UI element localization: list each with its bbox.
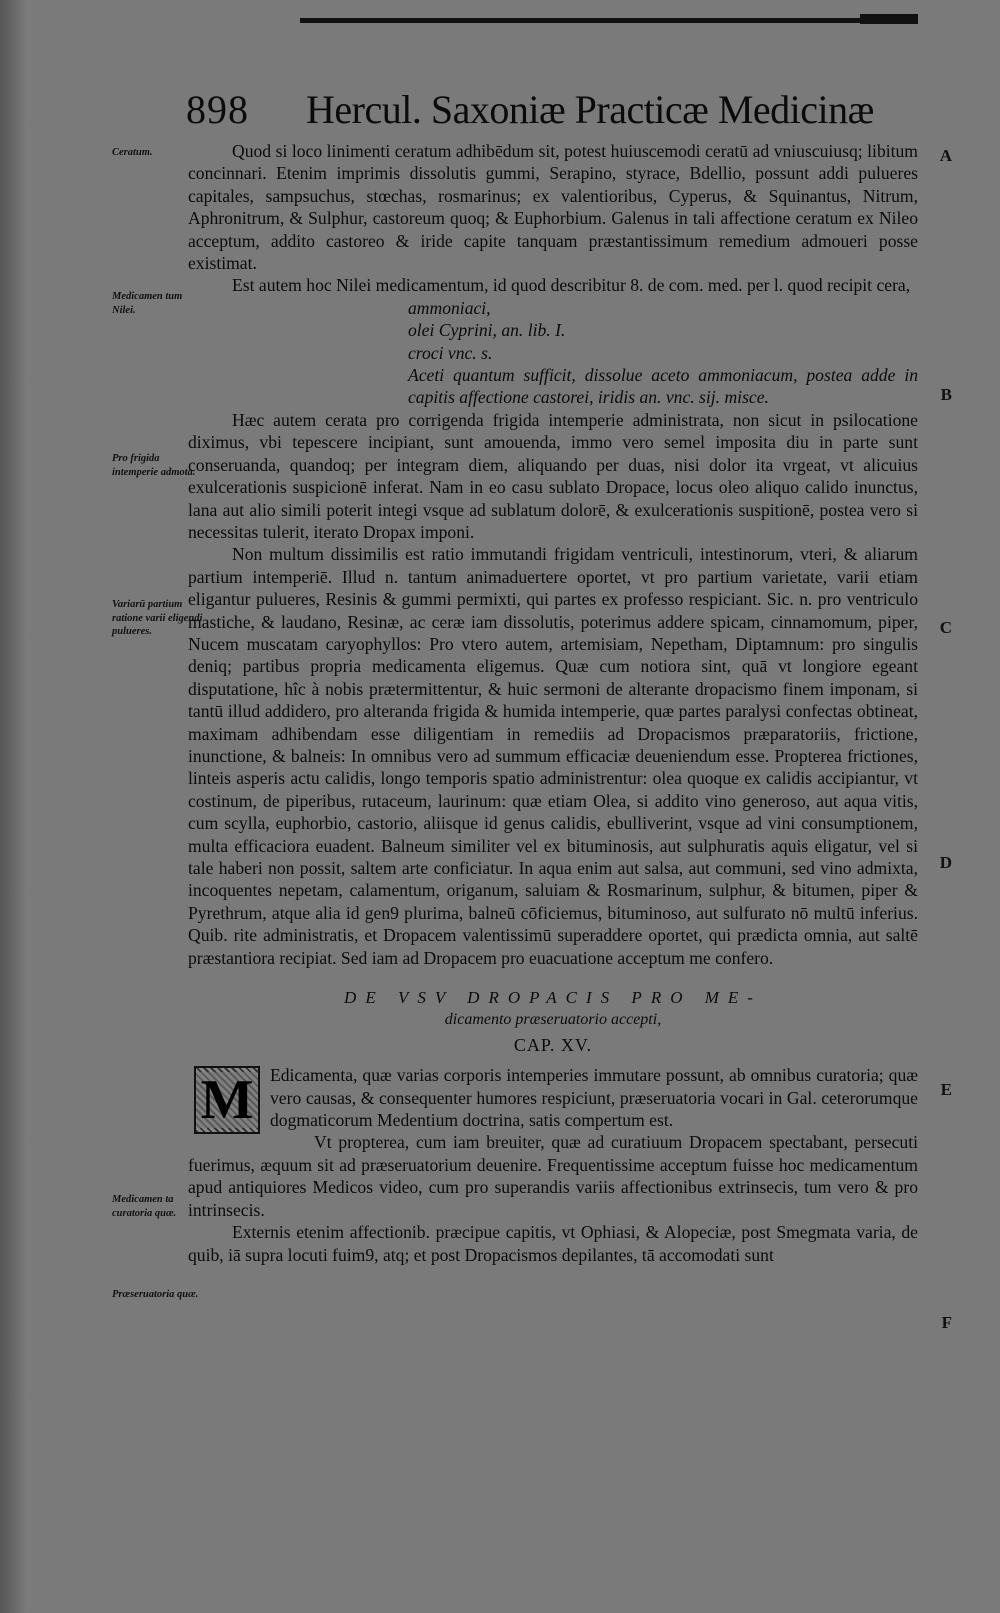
chapter-title-line-1: DE VSV DROPACIS PRO ME- <box>344 988 762 1008</box>
section-letter: F <box>941 1313 952 1332</box>
page-gutter-shadow <box>0 0 26 1613</box>
section-letter: B <box>940 385 952 404</box>
paragraph: Edicamenta, quæ varias corporis intemperies immutare possunt, ab omnibus curatoria; quæ vero causas, & consequenter humores respiciunt, præseruatoria vocari in Gal. ceterorumque dogmaticorum Medentium doctrina, satis compertum est. <box>270 1065 918 1131</box>
initial-letter: M <box>196 1072 258 1128</box>
section-letter: A <box>939 146 952 165</box>
section-letter: E <box>940 1080 952 1099</box>
main-text <box>188 140 918 1266</box>
margin-note: Præseruatoria quæ. <box>112 1289 199 1300</box>
margin-note: Medicamen ta curatoria quæ. <box>112 1194 177 1219</box>
page-header <box>186 88 906 132</box>
paragraph: Non multum dissimilis est ratio immutandi frigidam ventriculi, intestinorum, vteri, & aliarum partium intemperiē. Illud n. tantum animaduertere oportet, vt pro partium varietate, varii etiam eligantur pulueres, Resinis & gummi permixti, qui partes ex professo respiciant. Sic. n. pro ventriculo mastiche, & laudano, Resinæ, ac ceræ iam dissolutis, poterimus addere spicam, cinnamomum, piper, Nucem muscatam caryophyllos: Pro vtero autem, artemisiam, Nepetham, Diptamnum: pro singulis deniq; partibus propria medicamenta eligemus. Quæ cum notiora sint, quā vt longiore egeant disputatione, hîc à nobis prætermittentur, & huic sermoni de alterante dropacismo finem imponam, si tantū illud addidero, pro alteranda frigida & humida intemperie, quæ partes paralysi confectas obtineat, maximam adhibendam esse diligentiam in remediis ad Dropacismos præparatoriis, frictione, inunctione, & balneis: In omnibus vero ad summum efficaciæ deueniendum esse. Propterea frictiones, linteis asperis actu calidis, longo temporis spatio administrentur: olea quoque ex calidis accipiantur, vt costinum, de piperibus, rutaceum, laurinum: quæ etiam Olea, si addito vino generoso, aut aqua vitis, cum scylla, euphorbio, castorio, aliisque id genus calidis, ebulliverint, vsque ad vini consumptionem, multa efficaciora euadent. Balneum similiter vel ex bituminosis, aut sulphuratis aquis eligatur, vel si tale haberi non possit, saltem arte conficiatur. In aqua enim aut salsa, aut communi, sed vino admixta, incoquentes nepetam, calamentum, origanum, saluiam & Rosmarinum, sulphur, & bitumen, piper & Pyrethrum, atque alia id gen9 plurima, balneū cōficiemus, bituminoso, aut sulfurato nō multū inferius. Quib. rite administratis, et Dropacem valentissimū superaddere oportet, qui prædicta omnia, aut saltē præstantiora recipiat. Sed iam ad Dropacem pro euacuatione acceptum me confero. <box>188 544 918 968</box>
chapter-number: CAP. XV. <box>513 1034 593 1055</box>
paragraph: Externis etenim affectionib. præcipue capitis, vt Ophiasi, & Alopeciæ, post Smegmata varia, de quib, iā supra locuti fuim9, atq; et post Dropacismos depilantes, tā accomodati sunt <box>188 1222 918 1265</box>
section-letter: C <box>939 618 952 637</box>
running-title: Hercul. Saxoniæ Practicæ Medicinæ <box>306 87 874 132</box>
recipe-line: Aceti quantum sufficit, dissolue aceto ammoniacum, postea adde in capitis affectione castorei, iridis an. vnc. sij. misce. <box>408 365 918 408</box>
decorated-initial <box>194 1066 260 1134</box>
top-rule <box>300 18 900 23</box>
paragraph: Hæc autem cerata pro corrigenda frigida intemperie administrata, non sicut in psilocatione diximus, vbi tepescere incipiant, sunt amouenda, immo vero semel imposita diu in parte sunt conseruanda, quandoq; per integram diem, aliquando per duas, nisi dolor ita vrgeat, vt alicuius exulcerationis suspicionē inferat. Nam in eo casu sublato Dropace, locus oleo aliquo calido inunctus, lana aut alio simili poterit integi vsque ad sublatum dolorē, & exulcerationis suspitionē, postea vero si necessitas tulerit, iterato Dropax imponi. <box>188 409 918 542</box>
paragraph: Quod si loco linimenti ceratum adhibēdum sit, potest huiuscemodi ceratū ad vniuscuiusq; libitum concinnari. Etenim imprimis dissolutis gummi, Serapino, styrace, Bdellio, possunt addi pulueres capitales, sampsuchus, stœchas, rosmarinus; ex valentioribus, Cyperus, & Squinantus, Nitrum, Aphronitrum, & Sulphur, castoreum quoq; & Euphorbium. Galenus in tali affectione ceratum ex Nileo acceptum, addito castoreo & iride capite tanquam præstantissimum remedium admoueri posse existimat. <box>188 141 918 274</box>
chapter-heading <box>188 987 918 1056</box>
recipe-line: ammoniaci, <box>408 297 491 318</box>
margin-note: Medicamen tum Nilei. <box>112 291 183 316</box>
recipe-line: olei Cyprini, an. lib. I. <box>408 320 566 341</box>
margin-note: Ceratum. <box>112 147 153 158</box>
top-rule-end <box>860 14 918 24</box>
margin-note: Pro frigida intemperie admota. <box>112 453 196 478</box>
margin-note: Variarū partium ratione varii eligendi pulueres. <box>112 599 203 637</box>
recipe-line: croci vnc. s. <box>408 342 493 363</box>
page-number: 898 <box>186 87 249 132</box>
paragraph: Vt propterea, cum iam breuiter, quæ ad curatiuum Dropacem spectabant, persecuti fuerimus, æquum sit ad præseruatorium deuenire. Frequentissime acceptum fuisse hoc medicamentum apud antiquiores Medicos video, cum pro superandis variis affectionibus extrinsecis, tum vero & pro intrinsecis. <box>188 1132 918 1220</box>
paragraph: Est autem hoc Nilei medicamentum, id quod describitur 8. de com. med. per l. quod recipit cera, <box>232 275 911 296</box>
chapter-title-line-2: dicamento præseruatorio accepti, <box>444 1011 662 1029</box>
section-letter: D <box>939 853 952 872</box>
